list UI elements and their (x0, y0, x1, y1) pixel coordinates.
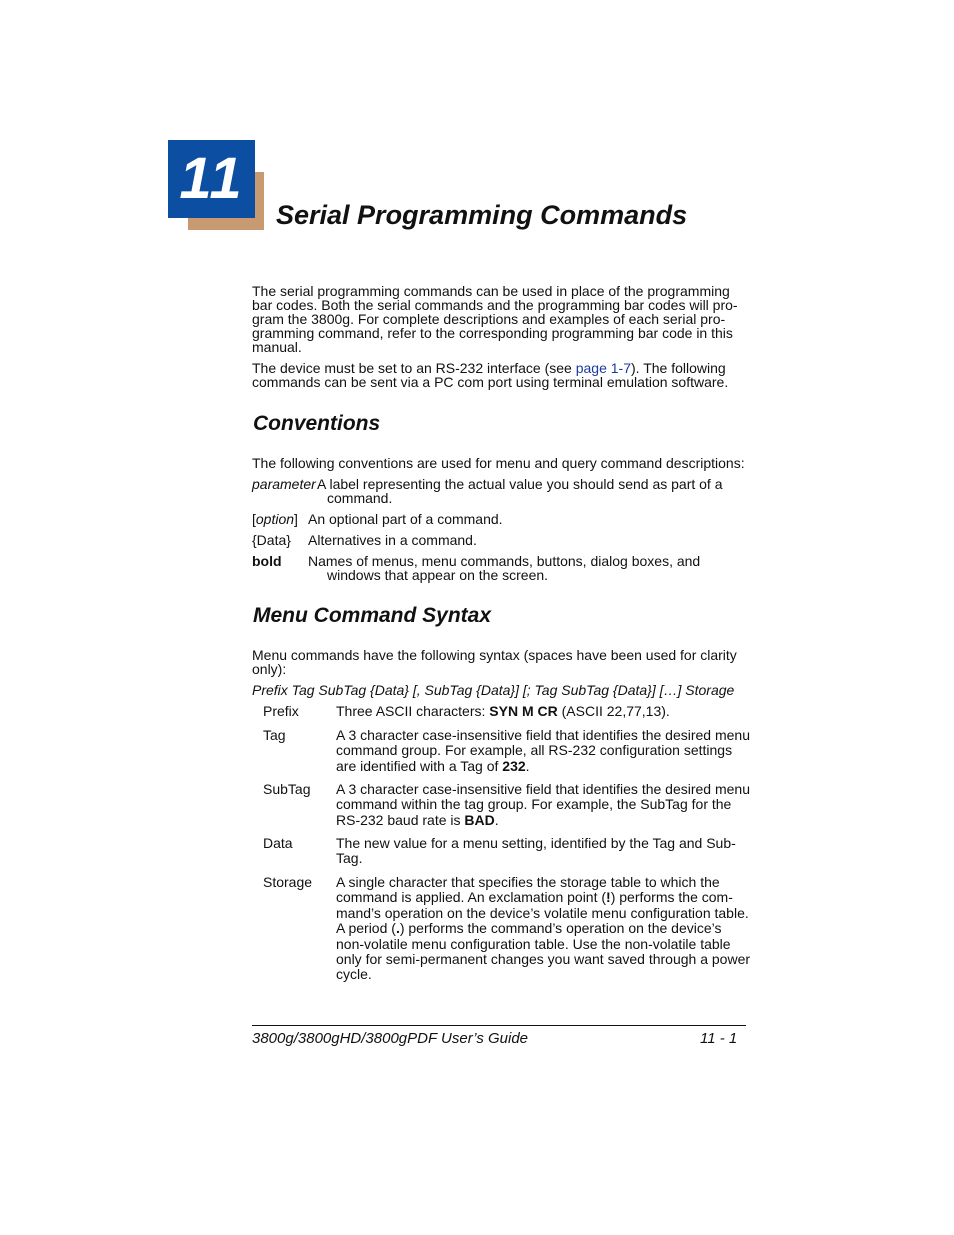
bracket-open: [ (252, 511, 256, 527)
storage-line-4 (336, 921, 746, 936)
convention-def-option: An optional part of a command. (308, 511, 503, 527)
syntax-term-subtag: SubTag (263, 781, 311, 797)
storage-line-7: cycle. (336, 966, 372, 983)
prefix-syn-m-cr: SYN M CR (489, 703, 558, 719)
intro-p2-line-1 (252, 361, 746, 375)
convention-def-bold-1: Names of menus, menu commands, buttons, dialog boxes, and (308, 553, 701, 569)
tag-line-1: A 3 character case-insensitive field that identifies the desired menu (336, 727, 751, 743)
convention-def-parameter-1: A label representing the actual value you should send as part of a (317, 476, 723, 492)
storage-line-5: non-volatile menu configuration table. Use the non-volatile table (336, 935, 731, 952)
subtag-line-3 (336, 813, 746, 828)
intro-p1-line-4: gramming command, refer to the corresponding programming bar code in this (252, 325, 733, 341)
syntax-term-storage: Storage (263, 874, 313, 890)
convention-term-data: {Data} (252, 532, 291, 548)
syntax-term-tag: Tag (263, 727, 286, 743)
convention-def-data: Alternatives in a command. (308, 532, 477, 548)
footer-rule (252, 1025, 746, 1026)
intro-paragraph-2 (252, 361, 746, 389)
intro-p2-before-link: The device must be set to an RS-232 interface (see (252, 360, 576, 376)
storage-l2c: ) performs the com- (610, 889, 733, 906)
syntax-term-prefix: Prefix (263, 703, 299, 719)
syntax-intro-line-2: only): (252, 661, 287, 677)
data-line-2: Tag. (336, 850, 363, 867)
tag-l3c: . (525, 757, 530, 774)
storage-line-3: mand’s operation on the device’s volatile menu configuration table. (336, 904, 749, 921)
conventions-intro: The following conventions are used for menu and query command descriptions: (252, 455, 745, 471)
intro-p1-line-2: bar codes. Both the serial commands and the programming bar codes will pro- (252, 297, 738, 313)
syntax-def-prefix (336, 704, 746, 719)
storage-line-2 (336, 890, 746, 905)
prefix-text-c: (ASCII 22,77,13). (557, 703, 670, 719)
convention-term-option (252, 512, 298, 526)
intro-p2-line-2: commands can be sent via a PC com port using terminal emulation software. (252, 374, 729, 390)
storage-l2a: command is applied. An exclamation point ( (336, 889, 607, 906)
tag-line-3 (336, 759, 746, 774)
intro-paragraph-1 (252, 284, 746, 354)
footer-page-number: 11 - 1 (700, 1030, 738, 1047)
subtag-line-2: command within the tag group. For example, the SubTag for the (336, 796, 732, 813)
tag-line-2: command group. For example, all RS-232 configuration settings (336, 742, 733, 759)
intro-p1-line-1: The serial programming commands can be used in place of the programming (252, 283, 730, 299)
storage-line-6: only for semi-permanent changes you want saved through a power (336, 951, 751, 968)
page-1-7-link[interactable]: page 1-7 (575, 360, 632, 376)
convention-def-parameter-2: command. (327, 490, 393, 506)
convention-term-parameter: parameter (252, 476, 316, 492)
syntax-def-data (336, 836, 746, 867)
storage-line-1: A single character that specifies the storage table to which the (336, 874, 720, 890)
intro-p1-line-3: gram the 3800g. For complete descriptions and examples of each serial pro- (252, 311, 726, 327)
syntax-def-storage (336, 874, 751, 983)
subtag-line-1: A 3 character case-insensitive field that identifies the desired menu (336, 781, 751, 797)
subtag-l3b: BAD (464, 811, 495, 828)
storage-l4c: ) performs the command’s operation on the device’s (399, 920, 722, 937)
syntax-def-subtag (336, 781, 751, 828)
tag-l3a: are identified with a Tag of (336, 757, 503, 774)
syntax-def-tag (336, 727, 751, 774)
intro-p2-after-link: ). The following (631, 360, 726, 376)
subtag-l3a: RS-232 baud rate is (336, 811, 465, 828)
bracket-close: ] (294, 511, 298, 527)
menu-command-syntax-heading: Menu Command Syntax (253, 604, 492, 627)
syntax-format: Prefix Tag SubTag {Data} [, SubTag {Data}] [; Tag SubTag {Data}] […] Storage (252, 682, 735, 698)
intro-p1-line-5: manual. (252, 339, 302, 355)
convention-term-bold: bold (252, 553, 282, 569)
prefix-text-a: Three ASCII characters: (336, 703, 490, 719)
syntax-intro-line-1: Menu commands have the following syntax (spaces have been used for clarity (252, 647, 737, 663)
subtag-l3c: . (494, 811, 499, 828)
storage-l4b: . (395, 920, 400, 937)
tag-l3b: 232 (502, 757, 526, 774)
syntax-term-data: Data (263, 835, 293, 851)
chapter-title: Serial Programming Commands (276, 200, 688, 230)
footer-guide-title: 3800g/3800gHD/3800gPDF User’s Guide (252, 1030, 529, 1047)
chapter-number-badge: 11 (168, 140, 255, 218)
conventions-heading: Conventions (253, 412, 381, 435)
storage-l2b: ! (606, 889, 611, 906)
prefix-line (336, 704, 746, 719)
option-word: option (255, 511, 295, 527)
storage-l4a: A period ( (336, 920, 396, 937)
data-line-1: The new value for a menu setting, identified by the Tag and Sub- (336, 835, 736, 851)
convention-def-bold-2: windows that appear on the screen. (327, 567, 549, 583)
